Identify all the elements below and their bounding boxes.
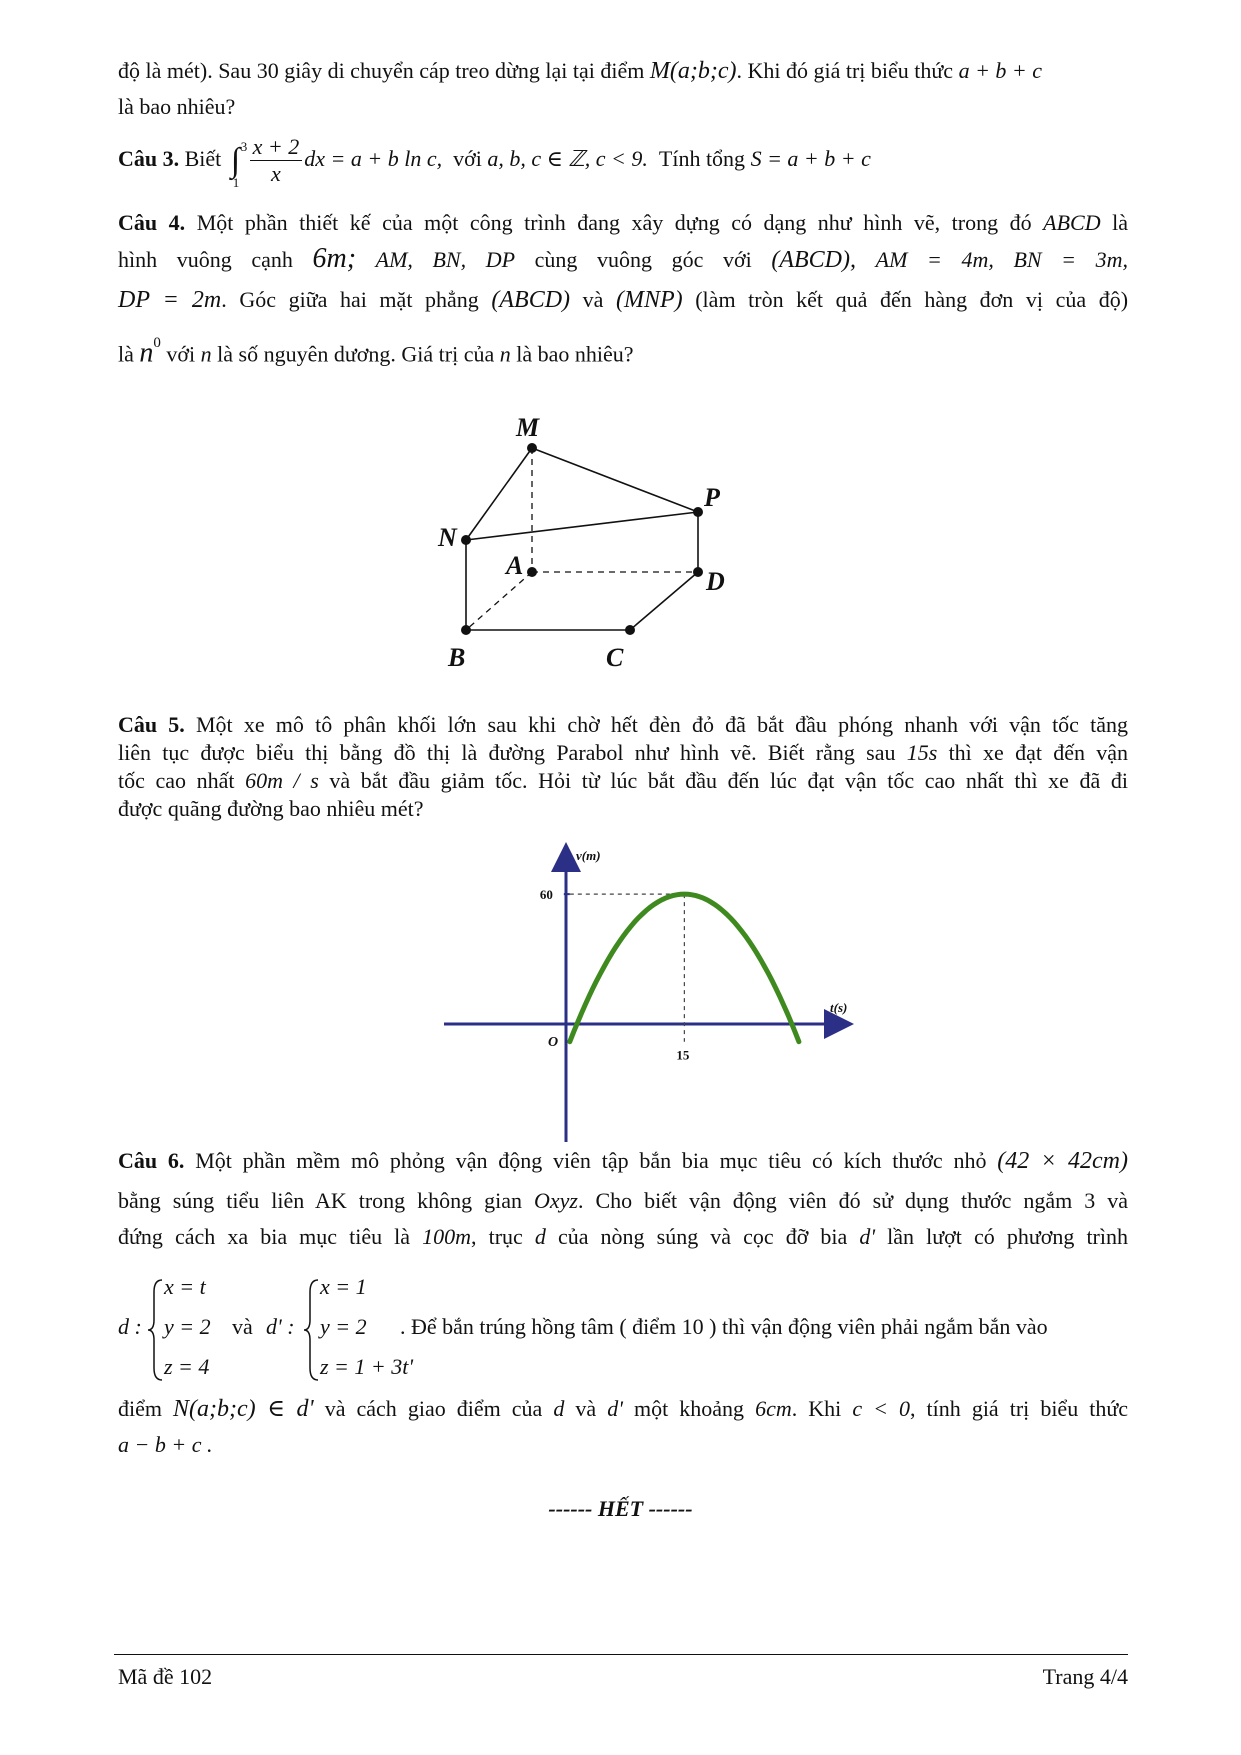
- intro-line-1: [118, 56, 1128, 86]
- q4-n-3: n: [499, 341, 511, 367]
- q4-am: AM = 4m,: [875, 247, 994, 272]
- sys-d2-label: d' :: [266, 1314, 295, 1339]
- q3-label: Câu 3.: [118, 146, 180, 171]
- sys-d-eq-z: z = 4: [164, 1354, 210, 1379]
- q6-text-5f: , tính giá trị biểu thức: [910, 1396, 1129, 1421]
- q4-text-4b: với: [166, 341, 196, 367]
- q6-text-3c: của nòng súng và cọc đỡ bia: [557, 1224, 848, 1249]
- q6-text-5e: . Khi: [791, 1396, 842, 1421]
- x-axis-label: t(s): [830, 1000, 848, 1015]
- q4-line-1: [118, 208, 1128, 238]
- q3-text: Biết: [184, 146, 222, 171]
- origin-label: O: [548, 1035, 559, 1050]
- q4-text-4a: là: [118, 341, 134, 367]
- q5-line-3: [118, 766, 1128, 796]
- q6-text-2: bằng súng tiểu liên AK trong không gian: [118, 1188, 522, 1213]
- edge-mn: [466, 448, 532, 540]
- intro-line-2: là bao nhiêu?: [118, 94, 236, 119]
- q5-text-2b: thì xe đạt đến vận: [948, 740, 1128, 765]
- q6-line-d2: d': [859, 1224, 876, 1249]
- q6-offset: 6cm: [755, 1396, 792, 1421]
- sys-d-eq-x: x = t: [164, 1274, 206, 1299]
- q4-n-2: n: [200, 341, 212, 367]
- label-p: P: [704, 483, 720, 512]
- q4-text-1-tail: là: [1112, 210, 1129, 235]
- sys-d-label: d :: [118, 1314, 142, 1339]
- x-tick-15: 15: [676, 1047, 690, 1063]
- q4-side-length: 6m;: [312, 243, 357, 274]
- q4-square-name: ABCD: [1043, 210, 1101, 235]
- q6-text-5: điểm: [118, 1396, 162, 1421]
- q6-text-3: đứng cách xa bia mục tiêu là: [118, 1224, 411, 1249]
- q5-text-2: liên tục được biểu thị bằng đồ thị là đường Parabol như hình vẽ. Biết rằng sau: [118, 740, 896, 765]
- q6-equation-systems: [118, 1274, 1128, 1384]
- q3-fraction: [250, 134, 303, 187]
- point-c: [625, 625, 635, 635]
- label-b: B: [448, 643, 466, 672]
- point-p: [693, 507, 703, 517]
- q6-line-3: [118, 1222, 1128, 1252]
- q6-answer-expr: a − b + c .: [118, 1432, 213, 1457]
- q6-point-n: N(a;b;c) ∈ d': [173, 1396, 314, 1422]
- intro-point-expr: M(a;b;c): [649, 58, 737, 84]
- q5-label: Câu 5.: [118, 712, 185, 737]
- sys-tail-text: . Để bắn trúng hồng tâm ( điểm 10 ) thì vận động viên phải ngắm bắn vào: [400, 1314, 1048, 1339]
- q4-and: và: [582, 287, 604, 312]
- point-n: [461, 535, 471, 545]
- q4-angle-n: n: [139, 337, 154, 369]
- point-b: [461, 625, 471, 635]
- question-3: [118, 132, 1128, 190]
- q5-line-4: được quãng đường bao nhiêu mét?: [118, 796, 424, 821]
- q4-text-3b: (làm tròn kết quả đến hàng đơn vị của độ): [695, 287, 1129, 312]
- edge-cd: [630, 572, 698, 630]
- fraction-denominator: x: [271, 161, 281, 187]
- point-m: [527, 443, 537, 453]
- integral-lower: 1: [232, 174, 240, 190]
- footer-page-number: Trang 4/4: [1042, 1664, 1128, 1689]
- q6-target-size: (42 × 42cm): [997, 1148, 1129, 1174]
- q4-text-4d: là bao nhiêu?: [516, 341, 634, 367]
- q4-bn: BN = 3m,: [1013, 247, 1129, 272]
- label-d: D: [706, 567, 725, 596]
- q3-integral-rest: dx = a + b ln c,: [304, 146, 443, 171]
- q6-condition: c < 0: [852, 1396, 911, 1421]
- q4-plane-abcd: (ABCD),: [771, 247, 857, 273]
- q5-velocity: 60m / s: [245, 768, 319, 793]
- edge-np: [466, 512, 698, 540]
- edge-mp: [532, 448, 698, 512]
- q6-text-5d: một khoảng: [633, 1396, 745, 1421]
- end-marker: ------ HẾT ------: [548, 1496, 693, 1521]
- intro-sum-expr: a + b + c: [958, 58, 1043, 83]
- y-tick-60: 60: [539, 887, 553, 903]
- q5-text-1: Một xe mô tô phân khối lớn sau khi chờ hết đèn đỏ đã bắt đầu phóng nhanh với vận tốc tăng: [196, 712, 1129, 737]
- q3-condition: a, b, c ∈ ℤ, c < 9.: [487, 146, 648, 171]
- footer-exam-code: Mã đề 102: [118, 1664, 213, 1689]
- q6-text-2b: . Cho biết vận động viên đó sử dụng thước ngắm 3 và: [577, 1188, 1129, 1213]
- y-axis-label: v(m): [576, 848, 601, 863]
- q4-perp-lines: AM, BN, DP: [375, 247, 516, 272]
- q6-line-d: d: [534, 1224, 546, 1249]
- q4-text-4c: là số nguyên dương. Giá trị của: [217, 341, 495, 367]
- q6-text-1: Một phần mềm mô phỏng vận động viên tập bắn bia mục tiêu có kích thước nhỏ: [195, 1148, 987, 1173]
- q4-plane-2: (MNP): [615, 287, 683, 313]
- q6-d-again: d: [553, 1396, 565, 1421]
- q5-time: 15s: [906, 740, 938, 765]
- sys-and: và: [232, 1314, 253, 1339]
- q4-line-4: [118, 334, 1128, 369]
- point-a: [527, 567, 537, 577]
- q6-label: Câu 6.: [118, 1148, 185, 1173]
- figure-3d-solid: [420, 400, 740, 680]
- velocity-chart: [440, 840, 860, 1150]
- q5-line-2: [118, 738, 1128, 768]
- sys-d2-eq-z: z = 1 + 3t': [320, 1354, 414, 1379]
- q4-plane-1: (ABCD): [491, 287, 571, 313]
- q4-label: Câu 4.: [118, 210, 186, 235]
- q6-line-1: [118, 1146, 1128, 1176]
- q6-text-3d: lần lượt có phương trình: [887, 1224, 1128, 1249]
- label-a: A: [506, 551, 524, 580]
- q6-distance: 100m: [422, 1224, 472, 1249]
- label-n: N: [438, 523, 457, 552]
- q6-and: và: [575, 1396, 597, 1421]
- q4-text-2b: cùng vuông góc với: [534, 247, 752, 272]
- point-d: [693, 567, 703, 577]
- q4-line-2: [118, 244, 1128, 275]
- q6-text-5b: và cách giao điểm của: [324, 1396, 543, 1421]
- q4-text-3: . Góc giữa hai mặt phẳng: [221, 287, 479, 312]
- q6-line-2: [118, 1186, 1128, 1216]
- q6-d2-again: d': [607, 1396, 623, 1421]
- q4-dp: DP = 2m: [118, 287, 222, 313]
- q5-text-3b: và bắt đầu giảm tốc. Hỏi từ lúc bắt đầu đến lúc đạt vận tốc cao nhất thì xe đã đi: [329, 768, 1128, 793]
- q4-line-3: [118, 285, 1128, 315]
- fraction-numerator: x + 2: [250, 134, 303, 161]
- q3-cond-prefix: với: [453, 146, 482, 171]
- q3-ask-expr: S = a + b + c: [750, 146, 871, 171]
- sys-d-eq-y: y = 2: [164, 1314, 211, 1339]
- q4-degree-sup: 0: [153, 335, 161, 351]
- q6-text-3b: , trục: [471, 1224, 523, 1249]
- integral-upper: 3: [240, 138, 248, 154]
- sys-d2-eq-y: y = 2: [320, 1314, 367, 1339]
- label-m: M: [516, 413, 540, 442]
- intro-text-tail: . Khi đó giá trị biểu thức: [736, 58, 954, 83]
- q3-ask: Tính tổng: [658, 146, 746, 171]
- integral-sign: ∫ 3 1: [231, 144, 240, 178]
- sys-d2-eq-x: x = 1: [320, 1274, 367, 1299]
- footer-divider: [114, 1654, 1128, 1655]
- q5-text-3: tốc cao nhất: [118, 768, 235, 793]
- q6-space: Oxyz: [533, 1188, 578, 1213]
- label-c: C: [606, 643, 624, 672]
- q6-line-5: [118, 1394, 1128, 1424]
- intro-text: độ là mét). Sau 30 giây di chuyển cáp treo dừng lại tại điểm: [118, 58, 645, 83]
- q5-line-1: [118, 710, 1128, 740]
- q4-text-1: Một phần thiết kế của một công trình đang xây dựng có dạng như hình vẽ, trong đó: [196, 210, 1032, 235]
- q4-text-2: hình vuông cạnh: [118, 247, 293, 272]
- edge-ab-hidden: [466, 572, 532, 630]
